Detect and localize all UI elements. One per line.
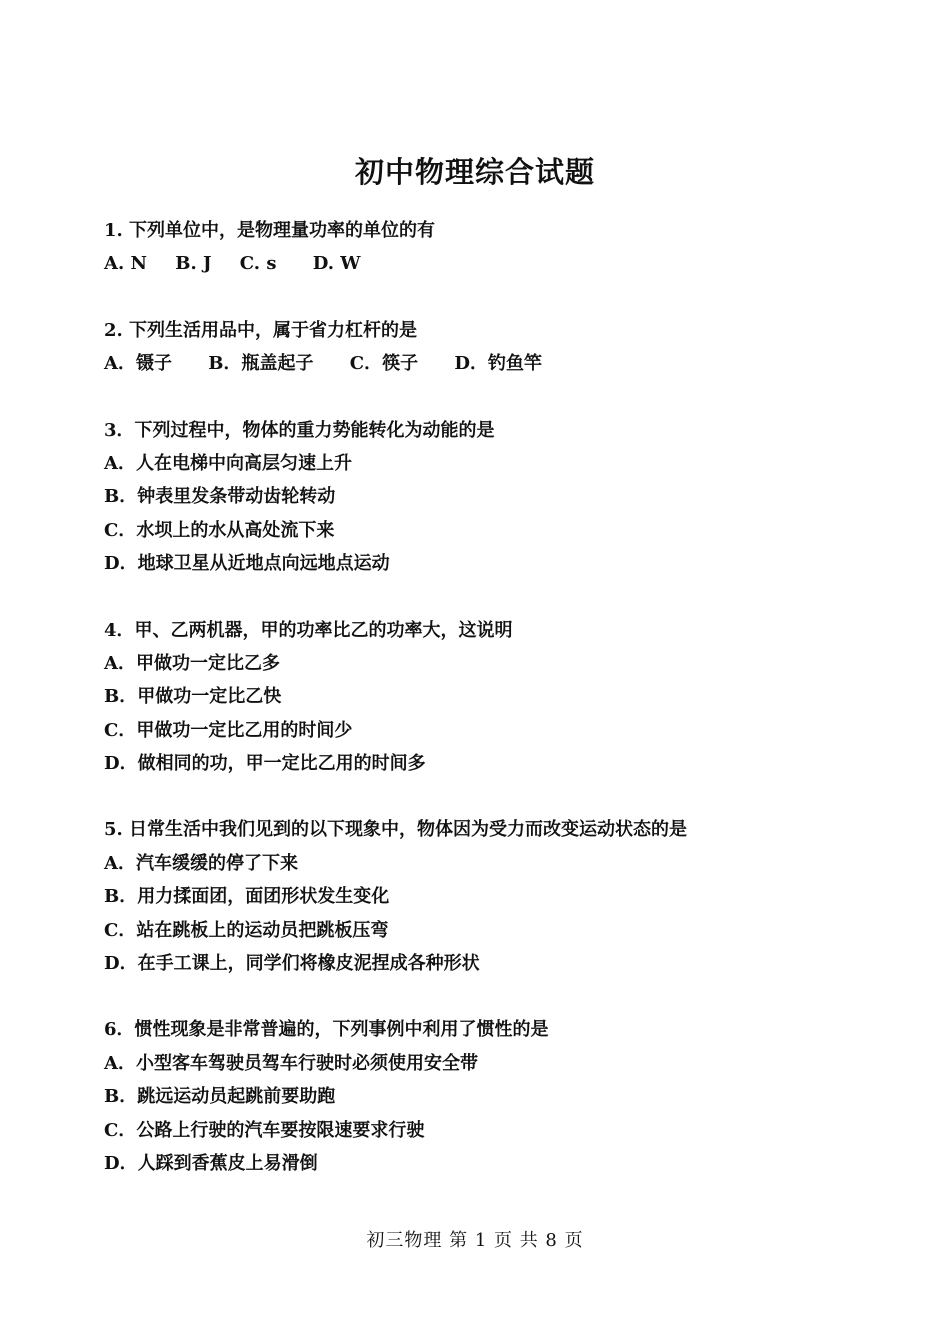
- question-stem: 2. 下列生活用品中，属于省力杠杆的是: [104, 319, 418, 341]
- question-list: [104, 214, 904, 1213]
- option-b: B．钟表里发条带动齿轮转动: [104, 486, 336, 508]
- question-1: [104, 214, 904, 281]
- option-b: B. J: [175, 253, 212, 275]
- option-c: C．公路上行驶的汽车要按限速要求行驶: [104, 1119, 425, 1141]
- option-d: D．在手工课上，同学们将橡皮泥捏成各种形状: [104, 953, 480, 975]
- option-b: B．用力揉面团，面团形状发生变化: [104, 886, 390, 908]
- page-title: 初中物理综合试题: [354, 155, 595, 189]
- question-2: [104, 314, 904, 381]
- question-stem: 1. 下列单位中，是物理量功率的单位的有: [104, 220, 436, 241]
- option-a: A．甲做功一定比乙多: [104, 652, 280, 674]
- question-stem: 6．惯性现象是非常普遍的，下列事例中利用了惯性的是: [104, 1019, 549, 1041]
- option-b: B．瓶盖起子: [208, 353, 314, 375]
- option-c: C．水坝上的水从高处流下来: [104, 519, 335, 541]
- option-c: C．甲做功一定比乙用的时间少: [104, 719, 353, 741]
- option-c: C. s: [239, 253, 277, 275]
- question-3: [104, 414, 904, 581]
- question-stem: 5. 日常生活中我们见到的以下现象中，物体因为受力而改变运动状态的是: [104, 819, 688, 841]
- page-footer: 初三物理 第 1 页 共 8 页: [366, 1230, 584, 1251]
- option-a: A. N: [104, 253, 147, 275]
- question-6: [104, 1013, 904, 1180]
- option-d: D．做相同的功，甲一定比乙用的时间多: [104, 753, 426, 775]
- option-a: A．镊子: [104, 353, 172, 375]
- option-d: D. W: [312, 253, 361, 275]
- question-stem: 4．甲、乙两机器，甲的功率比乙的功率大，这说明: [104, 619, 513, 641]
- option-c: C．站在跳板上的运动员把跳板压弯: [104, 919, 389, 941]
- option-d: D．地球卫星从近地点向远地点运动: [104, 553, 390, 575]
- option-d: D．钓鱼竿: [454, 353, 542, 375]
- option-row: [104, 247, 904, 280]
- option-a: A．汽车缓缓的停了下来: [104, 852, 298, 874]
- option-a: A．人在电梯中向高层匀速上升: [104, 452, 352, 474]
- question-4: [104, 614, 904, 781]
- question-5: [104, 813, 904, 980]
- option-d: D．人踩到香蕉皮上易滑倒: [104, 1152, 318, 1174]
- option-c: C．筷子: [349, 353, 419, 375]
- option-row: [104, 347, 904, 380]
- option-a: A．小型客车驾驶员驾车行驶时必须使用安全带: [104, 1052, 478, 1074]
- question-stem: 3．下列过程中，物体的重力势能转化为动能的是: [104, 419, 495, 441]
- option-b: B．跳远运动员起跳前要助跑: [104, 1086, 336, 1108]
- option-b: B．甲做功一定比乙快: [104, 686, 282, 708]
